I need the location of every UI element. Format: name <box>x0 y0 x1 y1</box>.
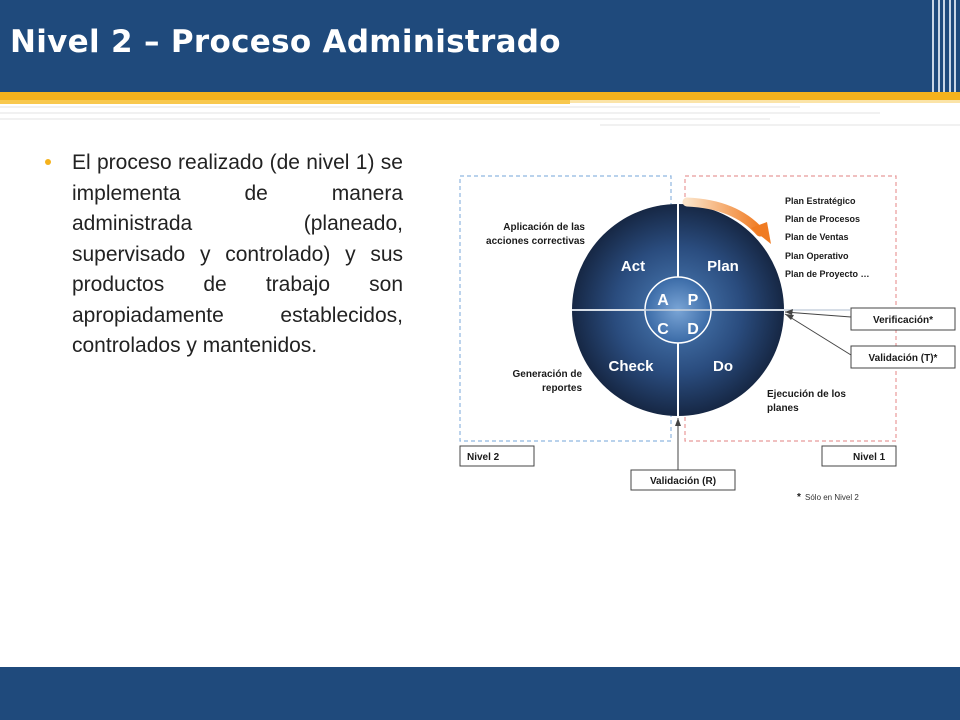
level2-label: Nivel 2 <box>467 452 500 463</box>
verification-label: Verificación* <box>872 315 934 326</box>
validation-r-label: Validación (R) <box>649 476 717 487</box>
plan-item: Plan de Procesos <box>785 214 861 224</box>
label-reports-line2: reportes <box>541 383 582 394</box>
label-actions-line1: Aplicación de las <box>503 222 585 233</box>
footnote-text: Sólo en Nivel 2 <box>805 493 859 502</box>
verification-arrow <box>785 312 851 317</box>
quadrant-act: Act <box>620 258 646 275</box>
bullet-item <box>45 148 403 362</box>
pdca-diagram <box>455 170 960 510</box>
validation-t-arrow <box>785 314 851 355</box>
validation-t-label: Validación (T)* <box>868 353 938 364</box>
validation-r-arrow-head-icon <box>675 418 681 426</box>
decorative-lines <box>0 104 960 128</box>
slide-title: Nivel 2 – Proceso Administrado <box>10 24 561 60</box>
decorative-stripes <box>928 0 960 92</box>
plan-item: Plan Estratégico <box>785 196 856 206</box>
plan-item: Plan de Proyecto … <box>785 269 870 279</box>
bullet-dot <box>45 159 51 165</box>
letter-p: P <box>687 292 699 309</box>
footnote-mark: * <box>797 492 801 503</box>
accent-band <box>0 92 960 100</box>
letter-c: C <box>657 321 669 338</box>
label-execution-line2: planes <box>767 403 799 414</box>
label-execution-line1: Ejecución de los <box>767 389 846 400</box>
plan-item: Plan de Ventas <box>785 232 849 242</box>
label-actions-line2: acciones correctivas <box>486 236 585 247</box>
bullet-text: El proceso realizado (de nivel 1) se implementa de manera administrada (planeado, supervisado y controlado) y sus productos de trabajo son apropiadamente establecidos, controlados y mantenidos. <box>72 151 403 357</box>
plan-item: Plan Operativo <box>785 251 849 261</box>
label-reports-line1: Generación de <box>512 369 582 380</box>
letter-a: A <box>657 292 669 309</box>
level1-label: Nivel 1 <box>853 452 886 463</box>
quadrant-plan: Plan <box>707 258 739 275</box>
footer-bar <box>0 667 960 720</box>
quadrant-check: Check <box>608 358 654 375</box>
letter-d: D <box>687 321 699 338</box>
quadrant-do: Do <box>713 358 733 375</box>
accent-band-faint <box>570 100 960 103</box>
title-bar <box>0 0 960 92</box>
